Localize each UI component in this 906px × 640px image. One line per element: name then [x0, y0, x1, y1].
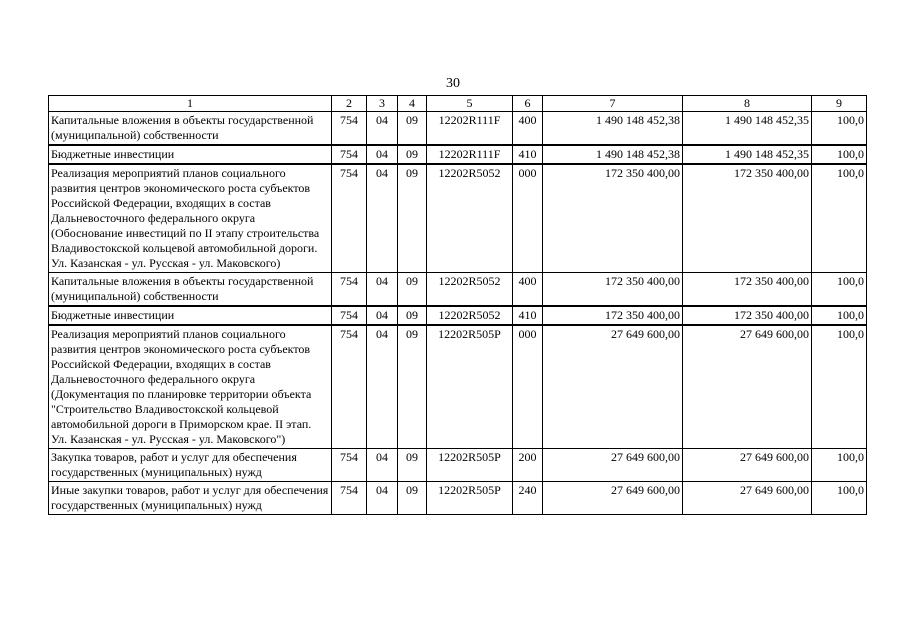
- cell-code-4: 09: [398, 164, 427, 273]
- cell-code-2: 754: [332, 112, 367, 146]
- row-name: Бюджетные инвестиции: [49, 306, 332, 325]
- cell-amount-8: 1 490 148 452,35: [683, 112, 812, 146]
- column-header: 1: [49, 96, 332, 112]
- table-row: [49, 325, 867, 449]
- column-header: 2: [332, 96, 367, 112]
- cell-amount-7: 172 350 400,00: [543, 273, 683, 307]
- column-header: 5: [427, 96, 513, 112]
- table-row: [49, 273, 867, 307]
- cell-code-2: 754: [332, 325, 367, 449]
- cell-code-6: 200: [513, 449, 543, 482]
- cell-percent-9: 100,0: [812, 306, 867, 325]
- table-row: [49, 145, 867, 164]
- cell-code-5: 12202R505P: [427, 449, 513, 482]
- row-name: Реализация мероприятий планов социального развития центров экономического роста субъектов Российской Федерации, входящих в состав Дальневосточного федерального округа (Обоснование инвестиций по II этапу строительства Владивостокской кольцевой автомобильной дороги. Ул. Казанская - ул. Русская - ул. Маковского): [49, 164, 332, 273]
- cell-code-3: 04: [367, 145, 398, 164]
- table-row: [49, 449, 867, 482]
- page-number: 30: [446, 76, 460, 91]
- cell-amount-8: 27 649 600,00: [683, 482, 812, 515]
- cell-code-6: 410: [513, 306, 543, 325]
- cell-code-3: 04: [367, 449, 398, 482]
- cell-percent-9: 100,0: [812, 325, 867, 449]
- cell-code-6: 410: [513, 145, 543, 164]
- cell-amount-8: 27 649 600,00: [683, 449, 812, 482]
- cell-code-6: 240: [513, 482, 543, 515]
- row-name: Иные закупки товаров, работ и услуг для обеспечения государственных (муниципальных) нужд: [49, 482, 332, 515]
- cell-amount-7: 27 649 600,00: [543, 449, 683, 482]
- cell-percent-9: 100,0: [812, 164, 867, 273]
- cell-code-4: 09: [398, 449, 427, 482]
- cell-code-2: 754: [332, 449, 367, 482]
- column-header: 9: [812, 96, 867, 112]
- cell-code-2: 754: [332, 482, 367, 515]
- row-name: Капитальные вложения в объекты государственной (муниципальной) собственности: [49, 273, 332, 307]
- cell-amount-8: 172 350 400,00: [683, 273, 812, 307]
- cell-percent-9: 100,0: [812, 449, 867, 482]
- cell-code-2: 754: [332, 145, 367, 164]
- cell-percent-9: 100,0: [812, 273, 867, 307]
- cell-code-6: 000: [513, 325, 543, 449]
- cell-code-5: 12202R5052: [427, 306, 513, 325]
- cell-code-3: 04: [367, 164, 398, 273]
- cell-amount-7: 172 350 400,00: [543, 164, 683, 273]
- cell-code-5: 12202R5052: [427, 164, 513, 273]
- cell-code-5: 12202R505P: [427, 482, 513, 515]
- cell-code-5: 12202R5052: [427, 273, 513, 307]
- cell-code-3: 04: [367, 325, 398, 449]
- cell-code-4: 09: [398, 145, 427, 164]
- cell-amount-8: 172 350 400,00: [683, 164, 812, 273]
- column-header: 6: [513, 96, 543, 112]
- cell-amount-8: 172 350 400,00: [683, 306, 812, 325]
- cell-amount-7: 1 490 148 452,38: [543, 145, 683, 164]
- row-name: Реализация мероприятий планов социального развития центров экономического роста субъектов Российской Федерации, входящих в состав Дальневосточного федерального округа (Документация по планировке территории объекта "Строительство Владивостокской кольцевой автомобильной дороги в Приморском крае. II этап. Ул. Казанская - ул. Русская - ул. Маковского"): [49, 325, 332, 449]
- cell-code-6: 000: [513, 164, 543, 273]
- cell-percent-9: 100,0: [812, 145, 867, 164]
- cell-code-3: 04: [367, 482, 398, 515]
- column-header: 3: [367, 96, 398, 112]
- cell-code-3: 04: [367, 306, 398, 325]
- cell-code-3: 04: [367, 273, 398, 307]
- cell-amount-8: 1 490 148 452,35: [683, 145, 812, 164]
- cell-code-5: 12202R111F: [427, 145, 513, 164]
- cell-amount-7: 27 649 600,00: [543, 482, 683, 515]
- cell-code-4: 09: [398, 112, 427, 146]
- cell-code-3: 04: [367, 112, 398, 146]
- cell-code-6: 400: [513, 273, 543, 307]
- table-row: [49, 164, 867, 273]
- cell-percent-9: 100,0: [812, 482, 867, 515]
- column-header: 8: [683, 96, 812, 112]
- table-row: [49, 112, 867, 146]
- cell-code-4: 09: [398, 325, 427, 449]
- table-header-row: [49, 96, 867, 112]
- table-row: [49, 482, 867, 515]
- cell-code-6: 400: [513, 112, 543, 146]
- row-name: Закупка товаров, работ и услуг для обеспечения государственных (муниципальных) нужд: [49, 449, 332, 482]
- cell-amount-7: 1 490 148 452,38: [543, 112, 683, 146]
- cell-code-5: 12202R505P: [427, 325, 513, 449]
- cell-amount-8: 27 649 600,00: [683, 325, 812, 449]
- cell-code-2: 754: [332, 164, 367, 273]
- table-row: [49, 306, 867, 325]
- cell-percent-9: 100,0: [812, 112, 867, 146]
- column-header: 4: [398, 96, 427, 112]
- budget-table: [48, 95, 867, 515]
- cell-amount-7: 27 649 600,00: [543, 325, 683, 449]
- cell-code-2: 754: [332, 273, 367, 307]
- column-header: 7: [543, 96, 683, 112]
- cell-code-2: 754: [332, 306, 367, 325]
- row-name: Бюджетные инвестиции: [49, 145, 332, 164]
- cell-code-4: 09: [398, 306, 427, 325]
- cell-code-5: 12202R111F: [427, 112, 513, 146]
- cell-code-4: 09: [398, 482, 427, 515]
- cell-code-4: 09: [398, 273, 427, 307]
- row-name: Капитальные вложения в объекты государственной (муниципальной) собственности: [49, 112, 332, 146]
- cell-amount-7: 172 350 400,00: [543, 306, 683, 325]
